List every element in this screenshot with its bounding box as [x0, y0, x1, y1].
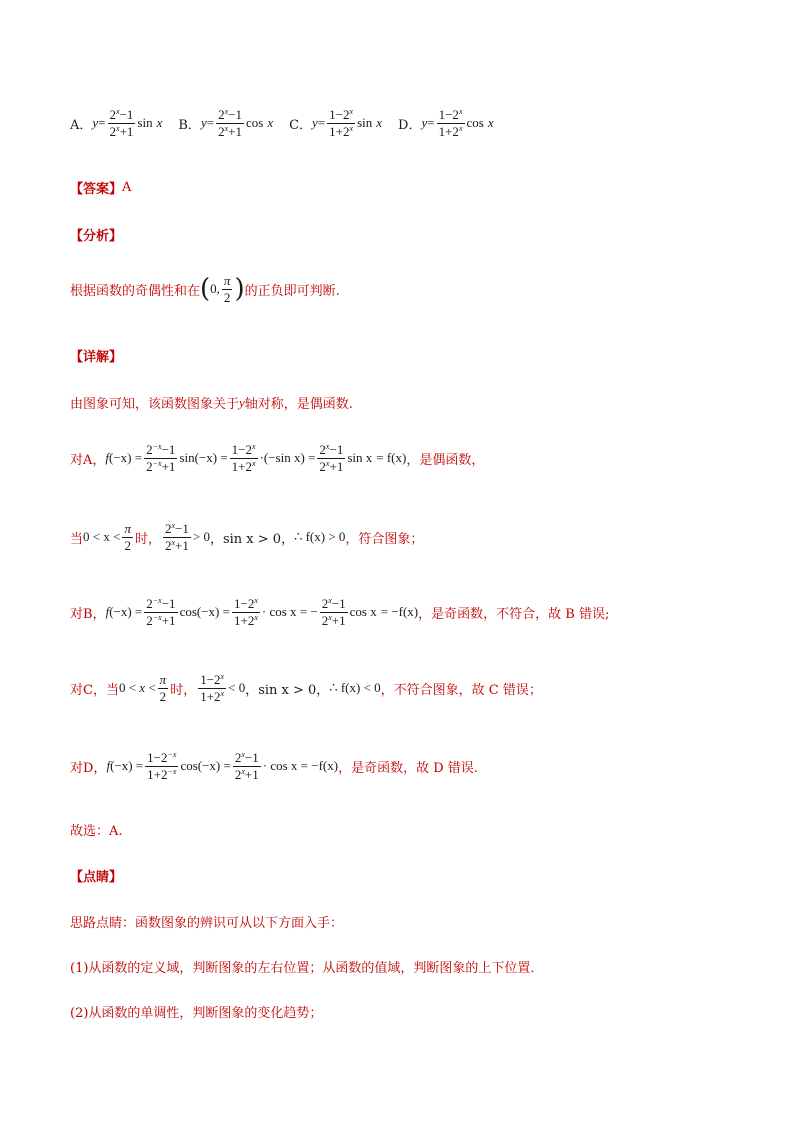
option-a-eq: = [98, 115, 106, 131]
option-d-y: y [421, 115, 428, 131]
comment-heading [70, 866, 122, 885]
comment-intro: 思路点睛：函数图象的辨识可从以下方面入手： [70, 916, 344, 931]
comment-label: 【点睛】 [70, 870, 123, 885]
conclusion-line: 故选：A. [70, 824, 123, 839]
detail-line-1: 由图象可知，该函数图象关于 y 轴对称，是偶函数. [70, 394, 353, 412]
comment-item-2: (2)从函数的单调性，判断图象的变化趋势； [70, 1006, 323, 1021]
option-c-y: y [312, 115, 318, 131]
analysis-heading [70, 225, 122, 244]
option-d-cos: cos [466, 115, 484, 131]
detail-label: 【详解】 [70, 350, 123, 365]
option-d-fraction: $\frac{1-2^x}{1+2^x}$ [438, 107, 463, 139]
detail-case-a-when: 当 0 < x < $\frac{\pi}{2}$ 时， $\frac{2^x-1}{2^x+1}$ > 0 ，sin x > 0， ∴ f(x) > 0 ，符合图象； [70, 521, 424, 553]
option-b-cos: cos [245, 115, 264, 131]
analysis-label: 【分析】 [70, 229, 123, 244]
answer-line [70, 178, 131, 197]
analysis-pi-fraction: $\frac{\pi}{2}$ [223, 273, 231, 305]
option-c-fraction: $\frac{1-2^x}{1+2^x}$ [329, 107, 354, 139]
answer-value: A [122, 180, 132, 195]
option-a-y: y [92, 115, 99, 131]
detail-case-c: 对C，当 0 < x < $\frac{\pi}{2}$ 时， $\frac{1-2^x}{1+2^x}$ < 0 ，sin x > 0， ∴ f(x) < 0 ，不符合图象，故 C 错误； [70, 672, 542, 704]
option-b-fraction: $\frac{2^x-1}{2^x+1}$ [218, 107, 242, 139]
analysis-text: 根据函数的奇偶性和在 ( 0, $\frac{\pi}{2}$ ) 的正负即可判断. [70, 273, 340, 305]
detail-heading [70, 346, 122, 365]
option-d-label: D． [398, 117, 422, 133]
option-c-label: C． [289, 117, 313, 133]
detail-case-b: 对B， f(−x) = $\frac{2^{-x}-1}{2^{-x}+1}$ cos(−x) = $\frac{1-2^x}{1+2^x}$ · cos x = − $\frac{2^x-1}{2^x+1}$ cos x = −f(x) ，是奇函数，不符合，故 B 错误; [70, 596, 610, 628]
option-a-fraction: $\frac{2^x-1}{2^x+1}$ [109, 107, 134, 139]
detail-case-d: 对D， f(−x) = $\frac{1-2^{-x}}{1+2^{-x}}$ cos(−x) = $\frac{2^x-1}{2^x+1}$ · cos x = −f(x) ，是奇函数，故 D 错误. [70, 750, 478, 782]
comment-item-1: (1)从函数的定义域，判断图象的左右位置；从函数的值域，判断图象的上下位置． [70, 961, 544, 976]
option-a-sin: sin [137, 115, 153, 131]
options-line: A． y = $\frac{2^x-1}{2^x+1}$ sin x B． y = $\frac{2^x-1}{2^x+1}$ cos x C． y = $\frac{1-2^x}{1+2^x}$ sin x D． y = $\frac{1-2^x}{1+2^x}$ cos x [70, 107, 494, 139]
answer-label: 【答案】 [70, 182, 123, 197]
detail-case-a: 对A， f(−x) = $\frac{2^{-x}-1}{2^{-x}+1}$ sin(−x) = $\frac{1-2^x}{1+2^x}$ ·(−sin x) = $\frac{2^x-1}{2^x+1}$ sin x = f(x) ，是偶函数， [70, 442, 485, 474]
option-c-sin: sin [357, 115, 373, 131]
option-b-y: y [200, 115, 207, 131]
option-a-label: A． [70, 117, 93, 133]
option-b-label: B． [178, 117, 201, 133]
